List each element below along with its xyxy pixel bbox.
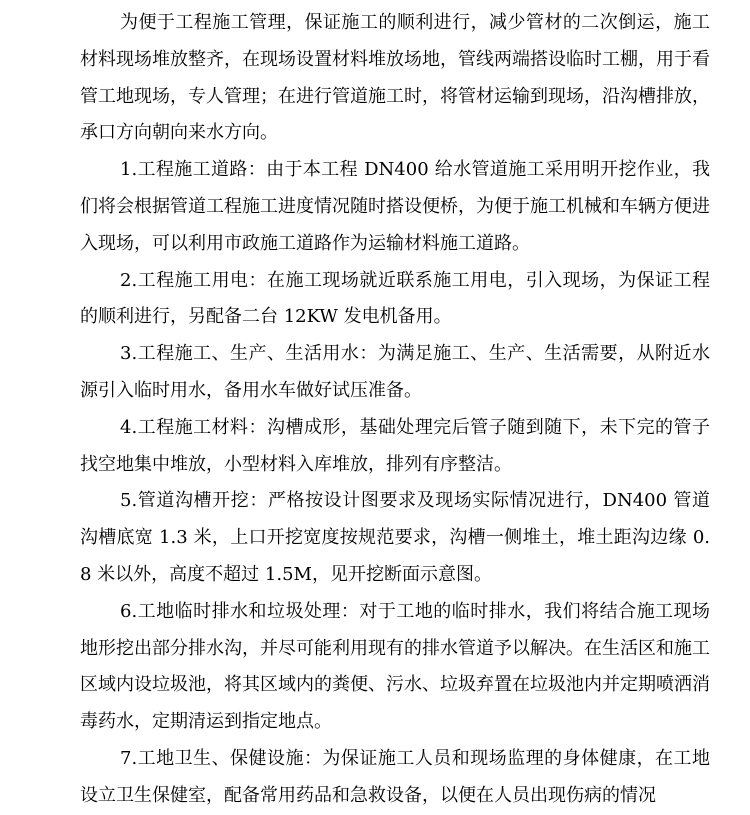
paragraph-drainage-and-waste: 6.工地临时排水和垃圾处理：对于工地的临时排水，我们将结合施工现场地形挖出部分排水沟，并尽可能利用现有的排水管道予以解决。在生活区和施工区域内设垃圾池，将其区域内的粪便、污水、垃圾弃置在垃圾池内并定期喷洒消毒药水，定期清运到指定地点。 — [80, 600, 710, 733]
document-body — [80, 5, 710, 815]
paragraph-construction-materials: 4.工程施工材料：沟槽成形，基础处理完后管子随到随下，未下完的管子找空地集中堆放，小型材料入库堆放，排列有序整洁。 — [80, 416, 710, 475]
paragraph-intro: 为便于工程施工管理，保证施工的顺利进行，减少管材的二次倒运，施工材料现场堆放整齐，在现场设置材料堆放场地，管线两端搭设临时工棚，用于看管工地现场，专人管理；在进行管道施工时，将管材运输到现场，沿沟槽排放，承口方向朝向来水方向。 — [80, 12, 710, 144]
paragraph-health-facilities: 7.工地卫生、保健设施：为保证施工人员和现场监理的身体健康，在工地设立卫生保健室，配备常用药品和急救设备，以便在人员出现伤病的情况 — [80, 747, 710, 806]
paragraph-construction-power: 2.工程施工用电：在施工现场就近联系施工用电，引入现场，为保证工程的顺利进行，另配备二台 12KW 发电机备用。 — [80, 269, 710, 328]
paragraph-construction-water: 3.工程施工、生产、生活用水：为满足施工、生产、生活需要，从附近水源引入临时用水，备用水车做好试压准备。 — [80, 343, 710, 401]
paragraph-construction-roads: 1.工程施工道路：由于本工程 DN400 给水管道施工采用明开挖作业，我们将会根据管道工程施工进度情况随时搭设便桥，为便于施工机械和车辆方便进入现场，可以利用市政施工道路作为运输材料施工道路。 — [80, 159, 710, 254]
paragraph-trench-excavation: 5.管道沟槽开挖：严格按设计图要求及现场实际情况进行，DN400 管道沟槽底宽 1.3 米，上口开挖宽度按规范要求，沟槽一侧堆土，堆土距沟边缘 0.8 米以外，高度不超过 1.5M，见开挖断面示意图。 — [80, 490, 710, 585]
